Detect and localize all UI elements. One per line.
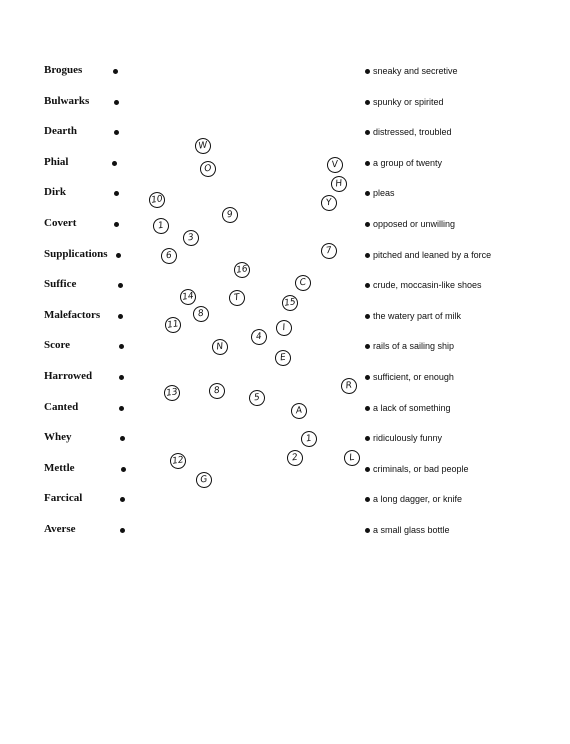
term-bullet xyxy=(120,497,125,502)
definition-bullet xyxy=(365,314,370,319)
term-bulwarks: Bulwarks xyxy=(44,94,90,107)
handwritten-mark: L xyxy=(343,449,361,467)
handwritten-mark: T xyxy=(228,289,246,307)
term-dearth: Dearth xyxy=(44,125,77,138)
definition-bullet xyxy=(365,161,370,166)
term-malefactors: Malefactors xyxy=(44,308,101,321)
term-bullet xyxy=(119,406,124,411)
handwritten-mark: 10 xyxy=(148,191,166,209)
handwritten-mark: 1 xyxy=(152,217,170,235)
handwritten-mark: H xyxy=(330,175,348,193)
term-suffice: Suffice xyxy=(44,278,77,291)
definition-bullet xyxy=(365,130,370,135)
definition-bullet xyxy=(365,191,370,196)
handwritten-mark: 14 xyxy=(179,288,197,306)
definition-bullet xyxy=(365,69,370,74)
definition-bullet xyxy=(365,283,370,288)
handwritten-mark: 1 xyxy=(300,430,318,448)
handwritten-mark: 9 xyxy=(221,206,239,224)
term-averse: Averse xyxy=(44,523,76,535)
term-bullet xyxy=(118,283,123,288)
handwritten-mark: 4 xyxy=(250,328,268,346)
definition-bullet xyxy=(365,344,370,349)
handwritten-mark: O xyxy=(199,160,217,178)
definition-item: pleas xyxy=(373,188,395,199)
term-bullet xyxy=(114,130,119,135)
handwritten-mark: Y xyxy=(320,194,338,212)
definition-bullet xyxy=(365,375,370,380)
handwritten-mark: C xyxy=(294,274,312,292)
handwritten-mark: 2 xyxy=(286,449,304,467)
handwritten-mark: I xyxy=(275,319,293,337)
handwritten-mark: A xyxy=(290,402,308,420)
term-bullet xyxy=(114,100,119,105)
definition-item: opposed or unwilling xyxy=(373,219,456,229)
term-bullet xyxy=(118,314,123,319)
handwritten-mark: 7 xyxy=(320,242,338,260)
term-bullet xyxy=(120,528,125,533)
definition-bullet xyxy=(365,436,370,441)
handwritten-mark: W xyxy=(194,137,212,155)
term-supplications: Supplications xyxy=(44,247,108,260)
term-bullet xyxy=(120,436,125,441)
term-bullet xyxy=(112,161,117,166)
definition-bullet xyxy=(365,222,370,227)
term-bullet xyxy=(114,222,119,227)
definition-bullet xyxy=(365,406,370,411)
handwritten-mark: 15 xyxy=(281,294,299,312)
definition-item: distressed, troubled xyxy=(373,127,452,138)
handwritten-mark: 6 xyxy=(160,247,178,265)
term-harrowed: Harrowed xyxy=(44,370,93,382)
handwritten-mark: 3 xyxy=(182,229,200,247)
handwritten-mark: V xyxy=(326,156,344,174)
term-bullet xyxy=(119,375,124,380)
definition-bullet xyxy=(365,100,370,105)
handwritten-mark: 8 xyxy=(192,305,210,323)
definition-bullet xyxy=(365,497,370,502)
term-bullet xyxy=(114,191,119,196)
term-score: Score xyxy=(44,339,71,352)
definition-item: sneaky and secretive xyxy=(373,66,458,76)
handwritten-mark: G xyxy=(195,471,213,489)
term-covert: Covert xyxy=(44,217,77,229)
term-bullet xyxy=(116,253,121,258)
term-phial: Phial xyxy=(44,155,69,168)
handwritten-mark: 11 xyxy=(164,316,182,334)
definition-item: a group of twenty xyxy=(373,157,443,168)
term-bullet xyxy=(121,467,126,472)
term-canted: Canted xyxy=(44,400,79,413)
definition-item: a long dagger, or knife xyxy=(373,494,463,505)
definition-item: crude, moccasin-like shoes xyxy=(373,280,482,291)
term-dirk: Dirk xyxy=(44,186,66,199)
term-bullet xyxy=(113,69,118,74)
definition-item: a small glass bottle xyxy=(373,525,450,535)
definition-bullet xyxy=(365,528,370,533)
handwritten-mark: 5 xyxy=(248,389,266,407)
definition-item: spunky or spirited xyxy=(373,96,444,107)
handwritten-mark: 16 xyxy=(233,261,251,279)
definition-item: rails of a sailing ship xyxy=(373,341,455,352)
definition-item: pitched and leaned by a force xyxy=(373,249,492,260)
handwritten-mark: 12 xyxy=(169,452,187,470)
handwritten-mark: 13 xyxy=(163,384,181,402)
definition-item: ridiculously funny xyxy=(373,433,443,444)
handwritten-mark: R xyxy=(340,377,358,395)
term-farcical: Farcical xyxy=(44,492,83,505)
definition-item: the watery part of milk xyxy=(373,310,462,321)
term-bullet xyxy=(119,344,124,349)
term-whey: Whey xyxy=(44,431,72,444)
definition-bullet xyxy=(365,467,370,472)
definition-item: a lack of something xyxy=(373,402,451,413)
handwritten-mark: E xyxy=(274,349,292,367)
handwritten-mark: 8 xyxy=(208,382,226,400)
term-brogues: Brogues xyxy=(44,64,83,76)
definition-bullet xyxy=(365,253,370,258)
handwritten-mark: N xyxy=(211,338,229,356)
definition-item: criminals, or bad people xyxy=(373,463,469,474)
definition-item: sufficient, or enough xyxy=(373,372,454,382)
term-mettle: Mettle xyxy=(44,461,75,474)
